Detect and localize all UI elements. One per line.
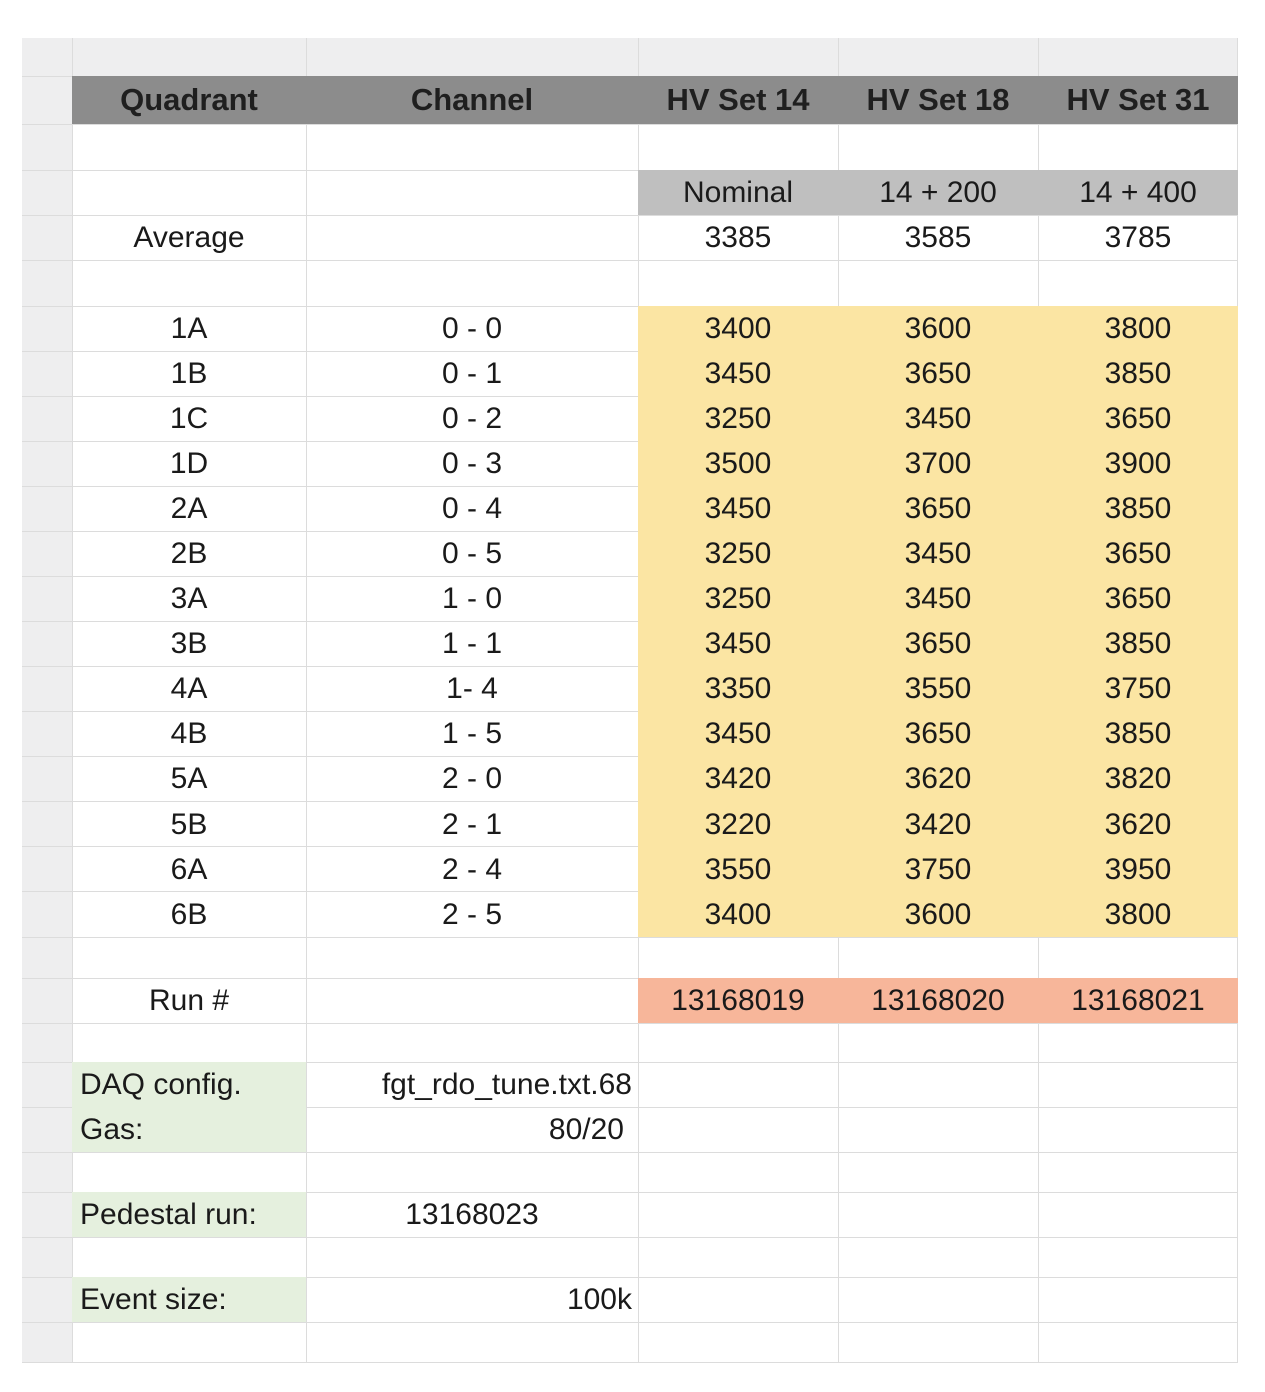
cell-set18[interactable]: 3450 <box>838 576 1038 622</box>
pedestal-run-label[interactable]: Pedestal run: <box>72 1192 306 1237</box>
gridline-horizontal <box>22 124 1238 125</box>
cell-channel[interactable]: 2 - 4 <box>441 852 503 886</box>
cell-channel[interactable]: 1 - 1 <box>441 627 503 661</box>
cell-set14[interactable]: 3250 <box>638 396 838 442</box>
daq-config-value[interactable]: fgt_rdo_tune.txt.68 <box>381 1067 632 1101</box>
cell-set18[interactable]: 3420 <box>838 802 1038 848</box>
cell-quadrant[interactable]: 2B <box>170 537 208 571</box>
cell-quadrant[interactable]: 6A <box>170 852 208 886</box>
gas-value[interactable]: 80/20 <box>548 1112 624 1146</box>
cell-set31[interactable]: 3820 <box>1038 757 1238 803</box>
gridline-horizontal <box>22 1322 1238 1323</box>
cell-set14[interactable]: 3350 <box>638 667 838 713</box>
cell-set31[interactable]: 3800 <box>1038 306 1238 352</box>
cell-set18[interactable]: 3550 <box>838 667 1038 713</box>
cell-set18[interactable]: 3600 <box>838 306 1038 352</box>
cell-set14[interactable]: 3220 <box>638 802 838 848</box>
cell-quadrant[interactable]: 5B <box>170 807 208 841</box>
average-set-18[interactable]: 3585 <box>904 220 972 254</box>
cell-set14[interactable]: 3450 <box>638 621 838 667</box>
cell-set14[interactable]: 3450 <box>638 712 838 758</box>
cell-set14[interactable]: 3420 <box>638 757 838 803</box>
gridline-horizontal <box>22 1152 1238 1153</box>
cell-quadrant[interactable]: 4A <box>170 672 208 706</box>
event-size-value[interactable]: 100k <box>566 1282 632 1316</box>
cell-set31[interactable]: 3620 <box>1038 802 1238 848</box>
average-label[interactable]: Average <box>133 220 245 254</box>
cell-set18[interactable]: 3450 <box>838 396 1038 442</box>
cell-set18[interactable]: 3700 <box>838 441 1038 487</box>
gridline-horizontal <box>22 1237 1238 1238</box>
cell-set31[interactable]: 3650 <box>1038 576 1238 622</box>
cell-quadrant[interactable]: 1B <box>170 356 208 390</box>
cell-channel[interactable]: 2 - 0 <box>441 762 503 796</box>
cell-set31[interactable]: 3800 <box>1038 892 1238 938</box>
gridline-horizontal <box>22 1362 1238 1363</box>
cell-set31[interactable]: 3750 <box>1038 667 1238 713</box>
cell-quadrant[interactable]: 6B <box>170 897 208 931</box>
run-label[interactable]: Run # <box>148 983 230 1017</box>
header-hv-set-31[interactable]: HV Set 31 <box>1038 76 1238 124</box>
cell-set18[interactable]: 3650 <box>838 621 1038 667</box>
cell-channel[interactable]: 0 - 5 <box>441 537 503 571</box>
cell-set31[interactable]: 3900 <box>1038 441 1238 487</box>
event-size-label[interactable]: Event size: <box>72 1277 306 1322</box>
offset-set-14[interactable]: Nominal <box>638 170 838 215</box>
cell-set31[interactable]: 3650 <box>1038 531 1238 577</box>
cell-set18[interactable]: 3650 <box>838 712 1038 758</box>
cell-channel[interactable]: 2 - 5 <box>441 897 503 931</box>
cell-set31[interactable]: 3850 <box>1038 351 1238 397</box>
cell-quadrant[interactable]: 5A <box>170 762 208 796</box>
cell-channel[interactable]: 1 - 0 <box>441 582 503 616</box>
header-channel[interactable]: Channel <box>306 76 638 124</box>
cell-set14[interactable]: 3250 <box>638 531 838 577</box>
run-set-14[interactable]: 13168019 <box>638 978 838 1023</box>
header-quadrant[interactable]: Quadrant <box>72 76 306 124</box>
cell-channel[interactable]: 0 - 2 <box>441 401 503 435</box>
run-set-18[interactable]: 13168020 <box>838 978 1038 1023</box>
cell-channel[interactable]: 0 - 4 <box>441 492 503 526</box>
cell-quadrant[interactable]: 3A <box>170 582 208 616</box>
cell-set14[interactable]: 3500 <box>638 441 838 487</box>
cell-quadrant[interactable]: 2A <box>170 492 208 526</box>
cell-set14[interactable]: 3400 <box>638 306 838 352</box>
gridline-horizontal <box>22 1023 1238 1024</box>
cell-set14[interactable]: 3250 <box>638 576 838 622</box>
cell-quadrant[interactable]: 4B <box>170 717 208 751</box>
header-hv-set-14[interactable]: HV Set 14 <box>638 76 838 124</box>
spreadsheet <box>22 38 1238 1362</box>
cell-set14[interactable]: 3550 <box>638 847 838 893</box>
cell-set31[interactable]: 3850 <box>1038 621 1238 667</box>
cell-channel[interactable]: 2 - 1 <box>441 807 503 841</box>
daq-config-label[interactable]: DAQ config. <box>72 1062 306 1107</box>
cell-set18[interactable]: 3750 <box>838 847 1038 893</box>
average-set-31[interactable]: 3785 <box>1104 220 1172 254</box>
cell-set18[interactable]: 3450 <box>838 531 1038 577</box>
cell-set31[interactable]: 3850 <box>1038 712 1238 758</box>
run-set-31[interactable]: 13168021 <box>1038 978 1238 1023</box>
cell-channel[interactable]: 1- 4 <box>446 672 498 706</box>
row-header-bar <box>22 38 72 1362</box>
cell-set31[interactable]: 3950 <box>1038 847 1238 893</box>
gridline-horizontal <box>22 260 1238 261</box>
cell-channel[interactable]: 0 - 1 <box>441 356 503 390</box>
cell-set31[interactable]: 3650 <box>1038 396 1238 442</box>
cell-set14[interactable]: 3450 <box>638 486 838 532</box>
offset-set-18[interactable]: 14 + 200 <box>838 170 1038 215</box>
average-set-14[interactable]: 3385 <box>704 220 772 254</box>
offset-set-31[interactable]: 14 + 400 <box>1038 170 1238 215</box>
cell-quadrant[interactable]: 1D <box>169 446 209 480</box>
cell-channel[interactable]: 1 - 5 <box>441 717 503 751</box>
header-hv-set-18[interactable]: HV Set 18 <box>838 76 1038 124</box>
cell-set14[interactable]: 3400 <box>638 892 838 938</box>
cell-channel[interactable]: 0 - 0 <box>441 311 503 345</box>
pedestal-run-value[interactable]: 13168023 <box>405 1197 539 1231</box>
cell-quadrant[interactable]: 1A <box>170 311 208 345</box>
column-header-bar <box>22 38 1238 76</box>
cell-set18[interactable]: 3600 <box>838 892 1038 938</box>
cell-set31[interactable]: 3850 <box>1038 486 1238 532</box>
cell-channel[interactable]: 0 - 3 <box>441 446 503 480</box>
cell-set18[interactable]: 3650 <box>838 351 1038 397</box>
cell-quadrant[interactable]: 3B <box>170 627 208 661</box>
gas-label[interactable]: Gas: <box>72 1107 306 1152</box>
cell-set18[interactable]: 3650 <box>838 486 1038 532</box>
cell-quadrant[interactable]: 1C <box>169 401 209 435</box>
cell-set14[interactable]: 3450 <box>638 351 838 397</box>
cell-set18[interactable]: 3620 <box>838 757 1038 803</box>
